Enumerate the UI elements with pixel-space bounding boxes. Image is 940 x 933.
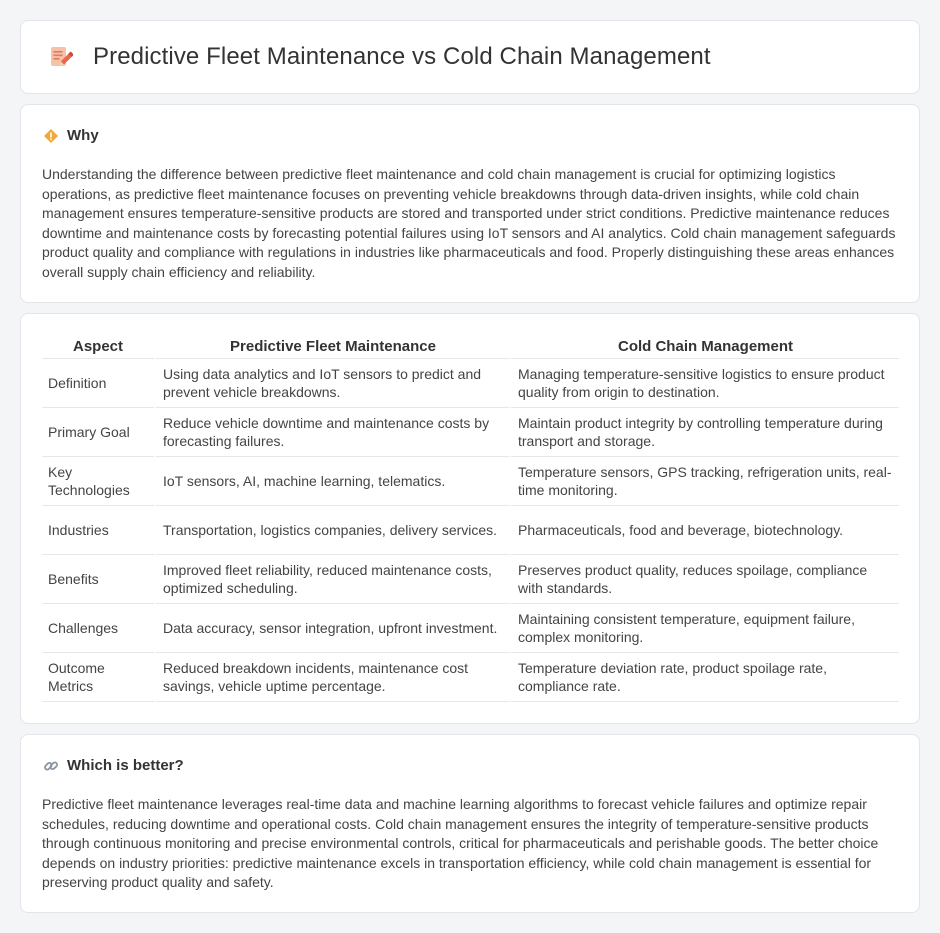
link-icon — [43, 758, 59, 774]
header-cold-chain-management: Cold Chain Management — [509, 334, 899, 359]
title-row — [47, 43, 711, 71]
better-body: Predictive fleet maintenance leverages real-time data and machine learning algorithms to forecast vehicle failures and optimize repair schedules, reducing downtime and operational costs. Cold chain management ensures the integrity of temperature-sensitive products through continuous monitoring and precise environmental controls, critical for pharmaceuticals and perishable goods. The better choice depends on industry priorities: predictive maintenance excels in transportation efficiency, while cold chain management is essential for preserving product quality and safety. — [42, 796, 879, 890]
table-row — [42, 604, 899, 653]
pencil-document-icon — [47, 44, 73, 70]
row-ccm-value: Temperature deviation rate, product spoilage rate, compliance rate. — [509, 653, 899, 702]
better-title: Which is better? — [67, 757, 184, 774]
row-aspect: Benefits — [42, 555, 154, 604]
why-heading — [43, 127, 99, 144]
table-row — [42, 555, 899, 604]
row-ccm-value: Maintaining consistent temperature, equipment failure, complex monitoring. — [509, 604, 899, 653]
row-aspect: Outcome Metrics — [42, 653, 154, 702]
row-aspect: Key Technologies — [42, 457, 154, 506]
row-pfm-value: Data accuracy, sensor integration, upfront investment. — [154, 604, 509, 653]
warning-diamond-icon — [43, 128, 59, 144]
row-aspect: Primary Goal — [42, 408, 154, 457]
header-predictive-fleet-maintenance: Predictive Fleet Maintenance — [154, 334, 509, 359]
page-title: Predictive Fleet Maintenance vs Cold Chain Management — [93, 43, 711, 70]
why-body: Understanding the difference between predictive fleet maintenance and cold chain management is crucial for optimizing logistics operations, as predictive fleet maintenance focuses on preventing vehicle breakdowns through data-driven insights, while cold chain management ensures temperature-sensitive products are stored and transported under strict conditions. Predictive maintenance reduces downtime and maintenance costs by forecasting potential failures using IoT sensors and AI analytics. Cold chain management safeguards product quality and compliance with regulations in industries like pharmaceuticals and food. Properly distinguishing these areas enhances overall supply chain efficiency and reliability. — [42, 166, 896, 280]
row-ccm-value: Pharmaceuticals, food and beverage, biotechnology. — [509, 506, 899, 555]
table-row — [42, 408, 899, 457]
table-row — [42, 653, 899, 702]
comparison-table — [42, 334, 899, 702]
row-pfm-value: Using data analytics and IoT sensors to predict and prevent vehicle breakdowns. — [154, 359, 509, 408]
row-aspect: Definition — [42, 359, 154, 408]
header-aspect: Aspect — [42, 334, 154, 359]
header-card — [20, 20, 920, 94]
table-row — [42, 359, 899, 408]
why-card — [20, 104, 920, 303]
row-pfm-value: Reduced breakdown incidents, maintenance cost savings, vehicle uptime percentage. — [154, 653, 509, 702]
row-ccm-value: Maintain product integrity by controlling temperature during transport and storage. — [509, 408, 899, 457]
row-pfm-value: Improved fleet reliability, reduced maintenance costs, optimized scheduling. — [154, 555, 509, 604]
row-ccm-value: Managing temperature-sensitive logistics to ensure product quality from origin to destination. — [509, 359, 899, 408]
row-pfm-value: Reduce vehicle downtime and maintenance costs by forecasting failures. — [154, 408, 509, 457]
row-aspect: Challenges — [42, 604, 154, 653]
row-pfm-value: Transportation, logistics companies, delivery services. — [154, 506, 509, 555]
table-row — [42, 506, 899, 555]
table-header-row — [42, 334, 899, 359]
table-row — [42, 457, 899, 506]
why-title: Why — [67, 127, 99, 144]
row-ccm-value: Preserves product quality, reduces spoilage, compliance with standards. — [509, 555, 899, 604]
row-pfm-value: IoT sensors, AI, machine learning, telematics. — [154, 457, 509, 506]
which-is-better-card — [20, 734, 920, 913]
better-heading — [43, 757, 184, 774]
row-ccm-value: Temperature sensors, GPS tracking, refrigeration units, real-time monitoring. — [509, 457, 899, 506]
row-aspect: Industries — [42, 506, 154, 555]
comparison-table-card — [20, 313, 920, 724]
